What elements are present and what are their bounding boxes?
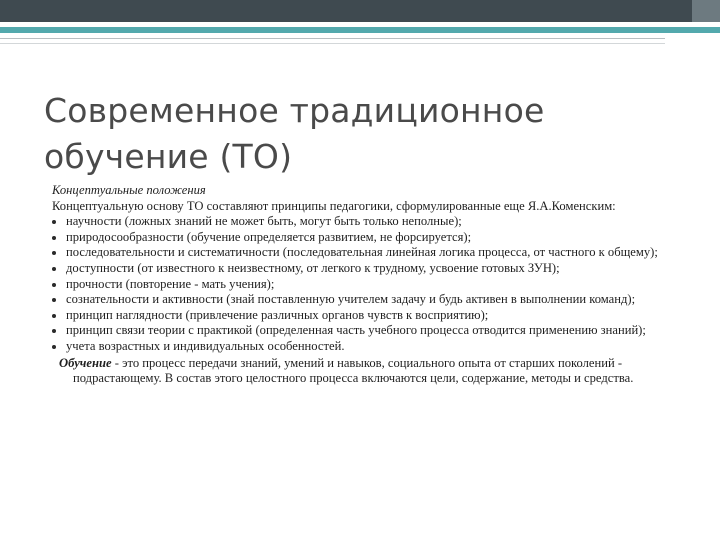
principle-text: научности (ложных знаний не может быть, могут быть только неполные);: [66, 214, 462, 229]
bullet-icon: [52, 283, 56, 287]
definition-paragraph: [52, 356, 672, 387]
principle-item: [52, 339, 672, 355]
header-divider-line-secondary: [0, 43, 665, 44]
principles-list: [52, 214, 672, 354]
principle-item: [52, 230, 672, 246]
slide-content: [52, 183, 672, 387]
principle-text: доступности (от известного к неизвестному, от легкого к трудному, усвоение готовых ЗУН);: [66, 260, 560, 275]
header-bar-accent: [692, 0, 720, 22]
bullet-icon: [52, 298, 56, 302]
intro-paragraph: Концептуальную основу ТО составляют принципы педагогики, сформулированные еще Я.А.Коменским:: [52, 198, 616, 213]
principle-item: [52, 323, 672, 339]
bullet-icon: [52, 345, 56, 349]
principle-item: [52, 308, 672, 324]
principle-text: природосообразности (обучение определяется развитием, не форсируется);: [66, 229, 472, 244]
principle-item: [52, 245, 672, 261]
principle-item: [52, 214, 672, 230]
slide-title: Современное традиционное обучение (ТО): [44, 91, 545, 176]
principle-text: сознательности и активности (знай поставленную учителем задачу и будь активен в выполнении команд);: [66, 292, 636, 307]
definition-term: Обучение: [59, 355, 112, 370]
principle-text: учета возрастных и индивидуальных особенностей.: [66, 338, 345, 353]
header-bar: [0, 0, 720, 22]
principle-text: прочности (повторение - мать учения);: [66, 276, 275, 291]
principle-item: [52, 261, 672, 277]
bullet-icon: [52, 220, 56, 224]
principle-item: [52, 292, 672, 308]
principle-text: принцип связи теории с практикой (определенная часть учебного процесса отводится применению знаний);: [66, 323, 646, 338]
header-divider-line: [0, 38, 665, 39]
bullet-icon: [52, 329, 56, 333]
bullet-icon: [52, 267, 56, 271]
subheading: Концептуальные положения: [52, 183, 206, 197]
principle-item: [52, 277, 672, 293]
definition-text: - это процесс передачи знаний, умений и навыков, социального опыта от старших поколений - подрастающему. В состав этого целостного процесса включаются цели, содержание, методы и средства.: [73, 355, 634, 386]
bullet-icon: [52, 314, 56, 318]
principle-text: последовательности и систематичности (последовательная линейная логика процесса, от частного к общему);: [66, 245, 658, 260]
bullet-icon: [52, 236, 56, 240]
principle-text: принцип наглядности (привлечение различных органов чувств к восприятию);: [66, 307, 489, 322]
header-accent-line: [0, 27, 720, 33]
bullet-icon: [52, 251, 56, 255]
